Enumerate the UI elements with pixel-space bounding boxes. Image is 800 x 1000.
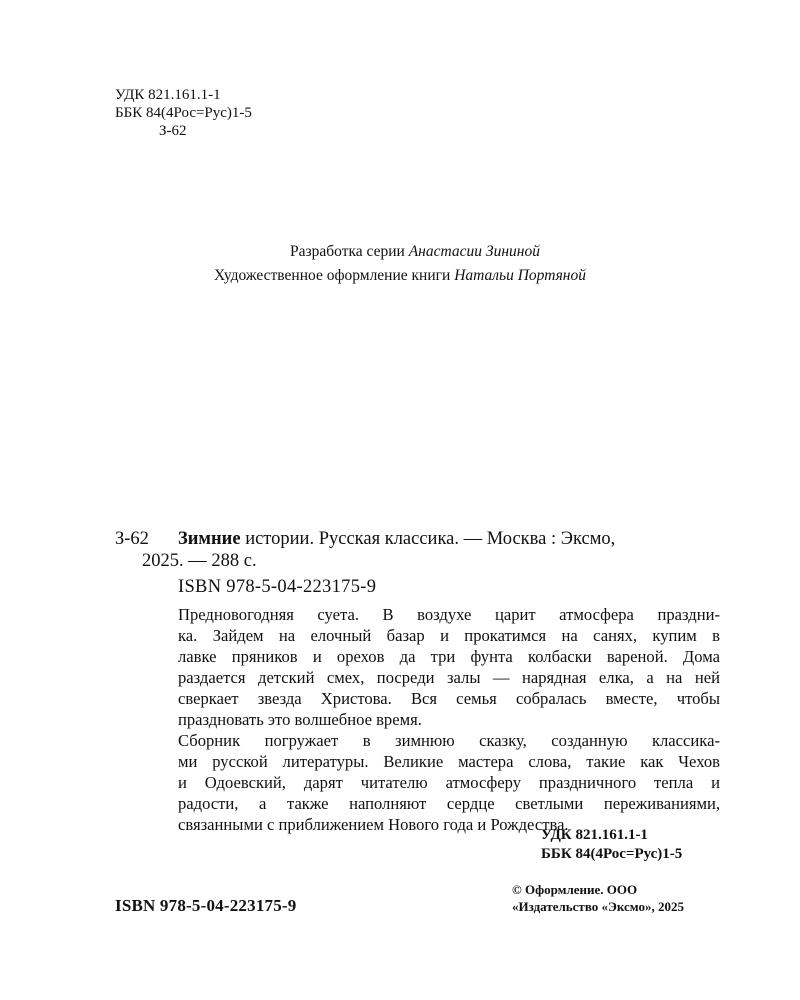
bottom-classification-block xyxy=(541,826,682,864)
bibliographic-entry xyxy=(178,528,720,550)
annotation-line: праздновать это волшебное время. xyxy=(178,710,422,729)
annotation-paragraph-2 xyxy=(178,730,720,835)
catalog-cutter-code: З-62 xyxy=(115,529,149,549)
annotation-line: ми русской литературы. Великие мастера слова, такие как Чехов xyxy=(178,752,720,771)
author-cutter-code: З-62 xyxy=(159,123,187,139)
annotation-paragraph-1 xyxy=(178,604,720,730)
copyright-line-2: «Издательство «Эксмо», 2025 xyxy=(512,899,684,914)
top-classification-block xyxy=(115,86,252,140)
design-credit xyxy=(0,264,800,288)
annotation-line: сверкает звезда Христова. Вся семья собралась вместе, чтобы xyxy=(178,689,720,708)
bibliographic-entry-continuation: 2025. — 288 с. xyxy=(142,551,257,571)
entry-title-bold: Зимние xyxy=(178,529,241,549)
design-credit-label: Художественное оформление книги xyxy=(214,267,455,284)
annotation-line: Предновогодняя суета. В воздухе царит атмосфера праздни- xyxy=(178,605,720,624)
design-credit-author: Натальи Портяной xyxy=(454,267,586,284)
annotation xyxy=(178,604,720,835)
entry-title-rest: истории. Русская классика. — Москва : Эксмо, xyxy=(240,529,616,549)
annotation-line: ка. Зайдем на елочный базар и прокатимся на санях, купим в xyxy=(178,626,720,645)
series-credit xyxy=(0,240,800,264)
copyright-line-1: © Оформление. ООО xyxy=(512,882,638,897)
annotation-line: связанными с приближением Нового года и Рождества. xyxy=(178,815,569,834)
annotation-line: лавке пряников и орехов да три фунта колбаски вареной. Дома xyxy=(178,647,720,666)
bottom-udk-code: УДК 821.161.1-1 xyxy=(541,827,648,843)
annotation-line: радости, а также наполняют сердце светлыми переживаниями, xyxy=(178,794,720,813)
catalog-record xyxy=(115,528,720,835)
bottom-bbk-code: ББК 84(4Рос=Рус)1-5 xyxy=(541,846,683,862)
bottom-isbn: ISBN 978-5-04-223175-9 xyxy=(115,896,297,915)
bbk-code: ББК 84(4Рос=Рус)1-5 xyxy=(115,105,252,121)
catalog-isbn: ISBN 978-5-04-223175-9 xyxy=(178,577,377,597)
series-credit-author: Анастасии Зининой xyxy=(408,243,540,260)
copyright-block xyxy=(512,881,684,915)
annotation-line: и Одоевский, дарят читателю атмосферу праздничного тепла и xyxy=(178,773,720,792)
annotation-line: раздается детский смех, посреди залы — нарядная елка, а на ней xyxy=(178,668,720,687)
udk-code: УДК 821.161.1-1 xyxy=(115,87,221,103)
annotation-line: Сборник погружает в зимнюю сказку, созданную классика- xyxy=(178,731,720,750)
credits-block xyxy=(0,240,800,288)
series-credit-label: Разработка серии xyxy=(290,243,409,260)
